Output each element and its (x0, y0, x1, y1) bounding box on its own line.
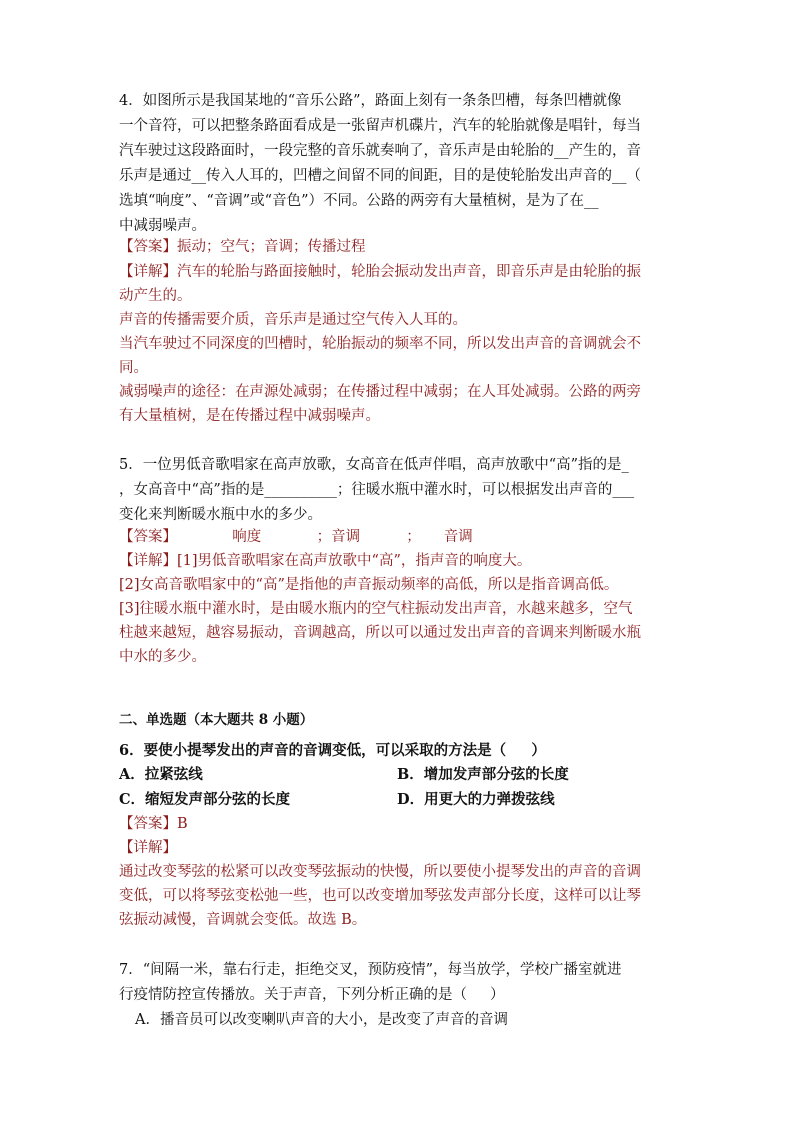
q5-detail-2: [2]女高音歌唱家中的“高”是指他的声音振动频率的高低，所以是指音调高低。 (119, 577, 619, 593)
q4-answer: 【答案】振动；空气；音调；传播过程 (119, 239, 366, 255)
q6-detail-3: 弦振动减慢，音调就会变低。故选 B。 (119, 912, 367, 928)
q5-line-1: 5．一位男低音歌唱家在高声放歌，女高音在低声伴唱，高声放歌中“高”指的是_ (119, 457, 629, 473)
q5-line-3: 变化来判断暖水瓶中水的多少。 (119, 507, 322, 523)
q6-answer: 【答案】B (119, 816, 188, 832)
q5-detail-4: 柱越来越短，越容易振动，音调越高，所以可以通过发出声音的音调来判断暖水瓶 (119, 625, 641, 641)
q4-line-6: 中减弱噪声。 (119, 218, 206, 234)
q6-option-b: B．增加发声部分弦的长度 (397, 766, 569, 783)
q4-line-1: 4．如图所示是我国某地的“音乐公路”，路面上刻有一条条凹槽，每条凹槽就像 (119, 93, 622, 109)
q6-option-a: A．拉紧弦线 (119, 766, 203, 783)
q6-option-c: C．缩短发声部分弦的长度 (119, 791, 291, 808)
q6-detail-1: 通过改变琴弦的松紧可以改变琴弦振动的快慢，所以要使小提琴发出的声音的音调 (119, 864, 641, 880)
q7-option-a: A．播音员可以改变喇叭声音的大小，是改变了声音的音调 (135, 1012, 508, 1028)
q4-detail-4: 当汽车驶过不同深度的凹槽时，轮胎振动的频率不同，所以发出声音的音调就会不 (119, 336, 641, 352)
section-title: 二、单选题（本大题共 8 小题） (119, 712, 314, 728)
q4-line-2: 一个音符，可以把整条路面看成是一张留声机碟片，汽车的轮胎就像是唱针，每当 (119, 118, 641, 134)
q4-detail-1: 【详解】汽车的轮胎与路面接触时，轮胎会振动发出声音，即音乐声是由轮胎的振 (119, 264, 641, 280)
q5-detail-3: [3]往暖水瓶中灌水时，是由暖水瓶内的空气柱振动发出声音，水越来越多，空气 (119, 601, 633, 617)
q4-detail-6: 减弱噪声的途径：在声源处减弱；在传播过程中减弱；在人耳处减弱。公路的两旁 (119, 384, 641, 400)
q5-detail-1: 【详解】[1]男低音歌唱家在高声放歌中“高”，指声音的响度大。 (119, 553, 532, 569)
q6-stem: 6．要使小提琴发出的声音的音调变低，可以采取的方法是（ ） (119, 742, 546, 759)
q4-detail-5: 同。 (119, 360, 148, 376)
q4-detail-7: 有大量植树，是在传播过程中减弱噪声。 (119, 408, 380, 424)
q7-line-1: 7．“间隔一米，靠右行走，拒绝交叉，预防疫情”，每当放学，学校广播室就进 (119, 962, 622, 978)
q4-detail-3: 声音的传播需要介质，音乐声是通过空气传入人耳的。 (119, 312, 467, 328)
q6-option-d: D．用更大的力弹拨弦线 (397, 791, 555, 808)
q4-detail-2: 动产生的。 (119, 288, 192, 304)
q4-line-4: 乐声是通过__传入人耳的，凹槽之间留不同的间距，目的是使轮胎发出声音的__（ (119, 168, 641, 184)
q5-detail-5: 中水的多少。 (119, 649, 206, 665)
q5-answer: 【答案】 响度 ；音调 ； 音调 (119, 529, 473, 545)
q6-detail-label: 【详解】 (119, 840, 177, 856)
q6-detail-2: 变低，可以将琴弦变松弛一些，也可以改变增加琴弦发声部分长度，这样可以让琴 (119, 888, 641, 904)
q4-line-5: 选填“响度”、“音调”或“音色”）不同。公路的两旁有大量植树，是为了在__ (119, 193, 599, 209)
q5-line-2: ，女高音中“高”指的是__________；往暖水瓶中灌水时，可以根据发出声音的___ (119, 482, 635, 498)
q7-line-2: 行疫情防控宣传播放。关于声音，下列分析正确的是（ ） (119, 987, 505, 1003)
q4-line-3: 汽车驶过这段路面时，一段完整的音乐就奏响了，音乐声是由轮胎的__产生的，音 (119, 143, 641, 159)
